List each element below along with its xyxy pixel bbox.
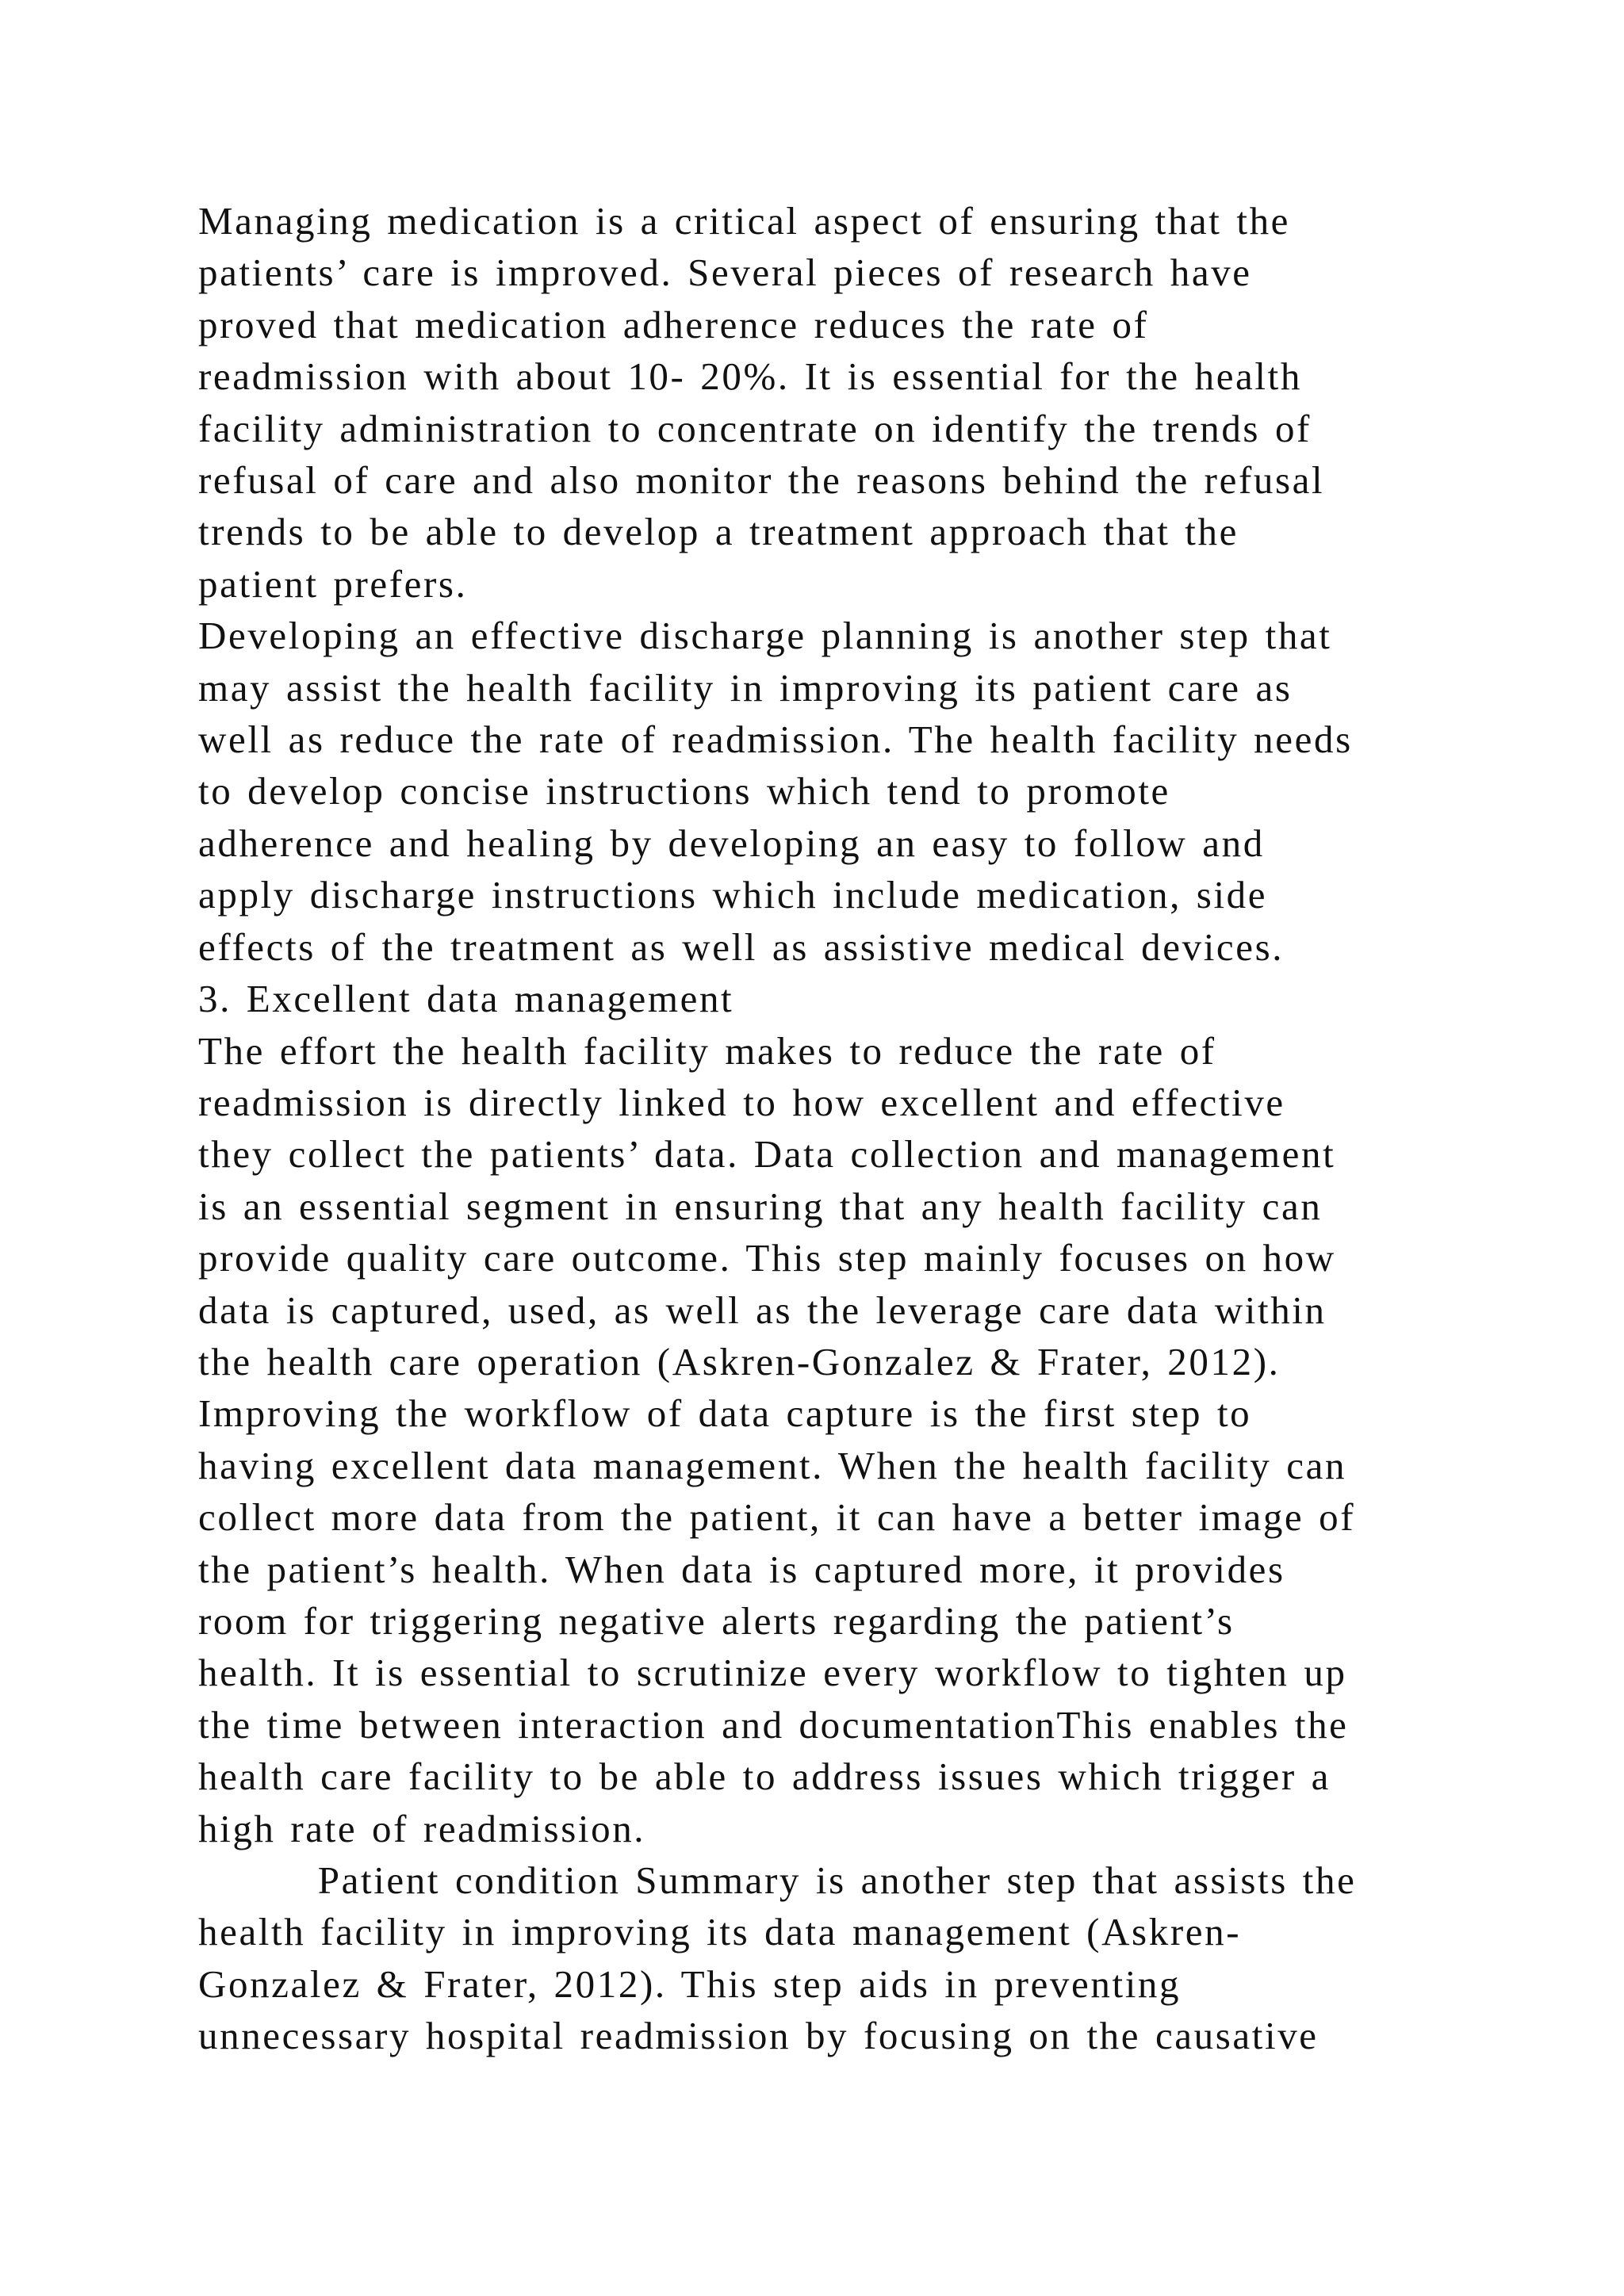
text-line: having excellent data management. When the health facility can xyxy=(198,1443,1347,1487)
text-line: collect more data from the patient, it can have a better image of xyxy=(198,1495,1356,1540)
text-line: the time between interaction and documentationThis enables the xyxy=(198,1702,1349,1747)
text-line: health. It is essential to scrutinize every workflow to tighten up xyxy=(198,1651,1347,1695)
text-line: Developing an effective discharge planning is another step that xyxy=(198,614,1332,658)
text-line: may assist the health facility in improving its patient care as xyxy=(198,665,1293,710)
text-line: effects of the treatment as well as assistive medical devices. xyxy=(198,924,1285,969)
text-line: well as reduce the rate of readmission. The health facility needs xyxy=(198,718,1353,762)
text-line: facility administration to concentrate on identify the trends of xyxy=(198,406,1312,450)
text-line: is an essential segment in ensuring that any health facility can xyxy=(198,1184,1323,1228)
text-line: Managing medication is a critical aspect of ensuring that the xyxy=(198,199,1291,243)
text-line: proved that medication adherence reduces the rate of xyxy=(198,302,1149,346)
text-line: patient prefers. xyxy=(198,561,468,606)
text-line: data is captured, used, as well as the leverage care data within xyxy=(198,1288,1327,1332)
text-line: Patient condition Summary is another step that assists the xyxy=(198,1858,1357,1902)
text-line: readmission is directly linked to how excellent and effective xyxy=(198,1080,1285,1124)
text-line: unnecessary hospital readmission by focusing on the causative xyxy=(198,2014,1319,2058)
section-heading: 3. Excellent data management xyxy=(198,977,734,1021)
text-line: Improving the workflow of data capture is the first step to xyxy=(198,1391,1252,1436)
text-line: to develop concise instructions which tend to promote xyxy=(198,769,1170,813)
text-line: refusal of care and also monitor the reasons behind the refusal xyxy=(198,458,1325,503)
text-line: readmission with about 10- 20%. It is essential for the health xyxy=(198,354,1302,399)
text-line: room for triggering negative alerts regarding the patient’s xyxy=(198,1598,1235,1643)
text-line: the patient’s health. When data is captured more, it provides xyxy=(198,1547,1285,1591)
text-line: high rate of readmission. xyxy=(198,1806,646,1850)
text-line: health care facility to be able to address issues which trigger a xyxy=(198,1755,1331,1799)
text-line: The effort the health facility makes to reduce the rate of xyxy=(198,1028,1216,1073)
text-line: trends to be able to develop a treatment approach that the xyxy=(198,510,1239,554)
document-body xyxy=(198,195,1507,2062)
text-line: patients’ care is improved. Several pieces of research have xyxy=(198,251,1252,295)
text-line: adherence and healing by developing an easy to follow and xyxy=(198,821,1265,865)
text-line: Gonzalez & Frater, 2012). This step aids in preventing xyxy=(198,1961,1182,2006)
text-line: provide quality care outcome. This step mainly focuses on how xyxy=(198,1236,1336,1280)
text-line: health facility in improving its data management (Askren- xyxy=(198,1910,1242,1954)
text-line: apply discharge instructions which include medication, side xyxy=(198,873,1268,917)
text-line: they collect the patients’ data. Data collection and management xyxy=(198,1132,1336,1177)
text-line: the health care operation (Askren-Gonzalez & Frater, 2012). xyxy=(198,1339,1281,1383)
